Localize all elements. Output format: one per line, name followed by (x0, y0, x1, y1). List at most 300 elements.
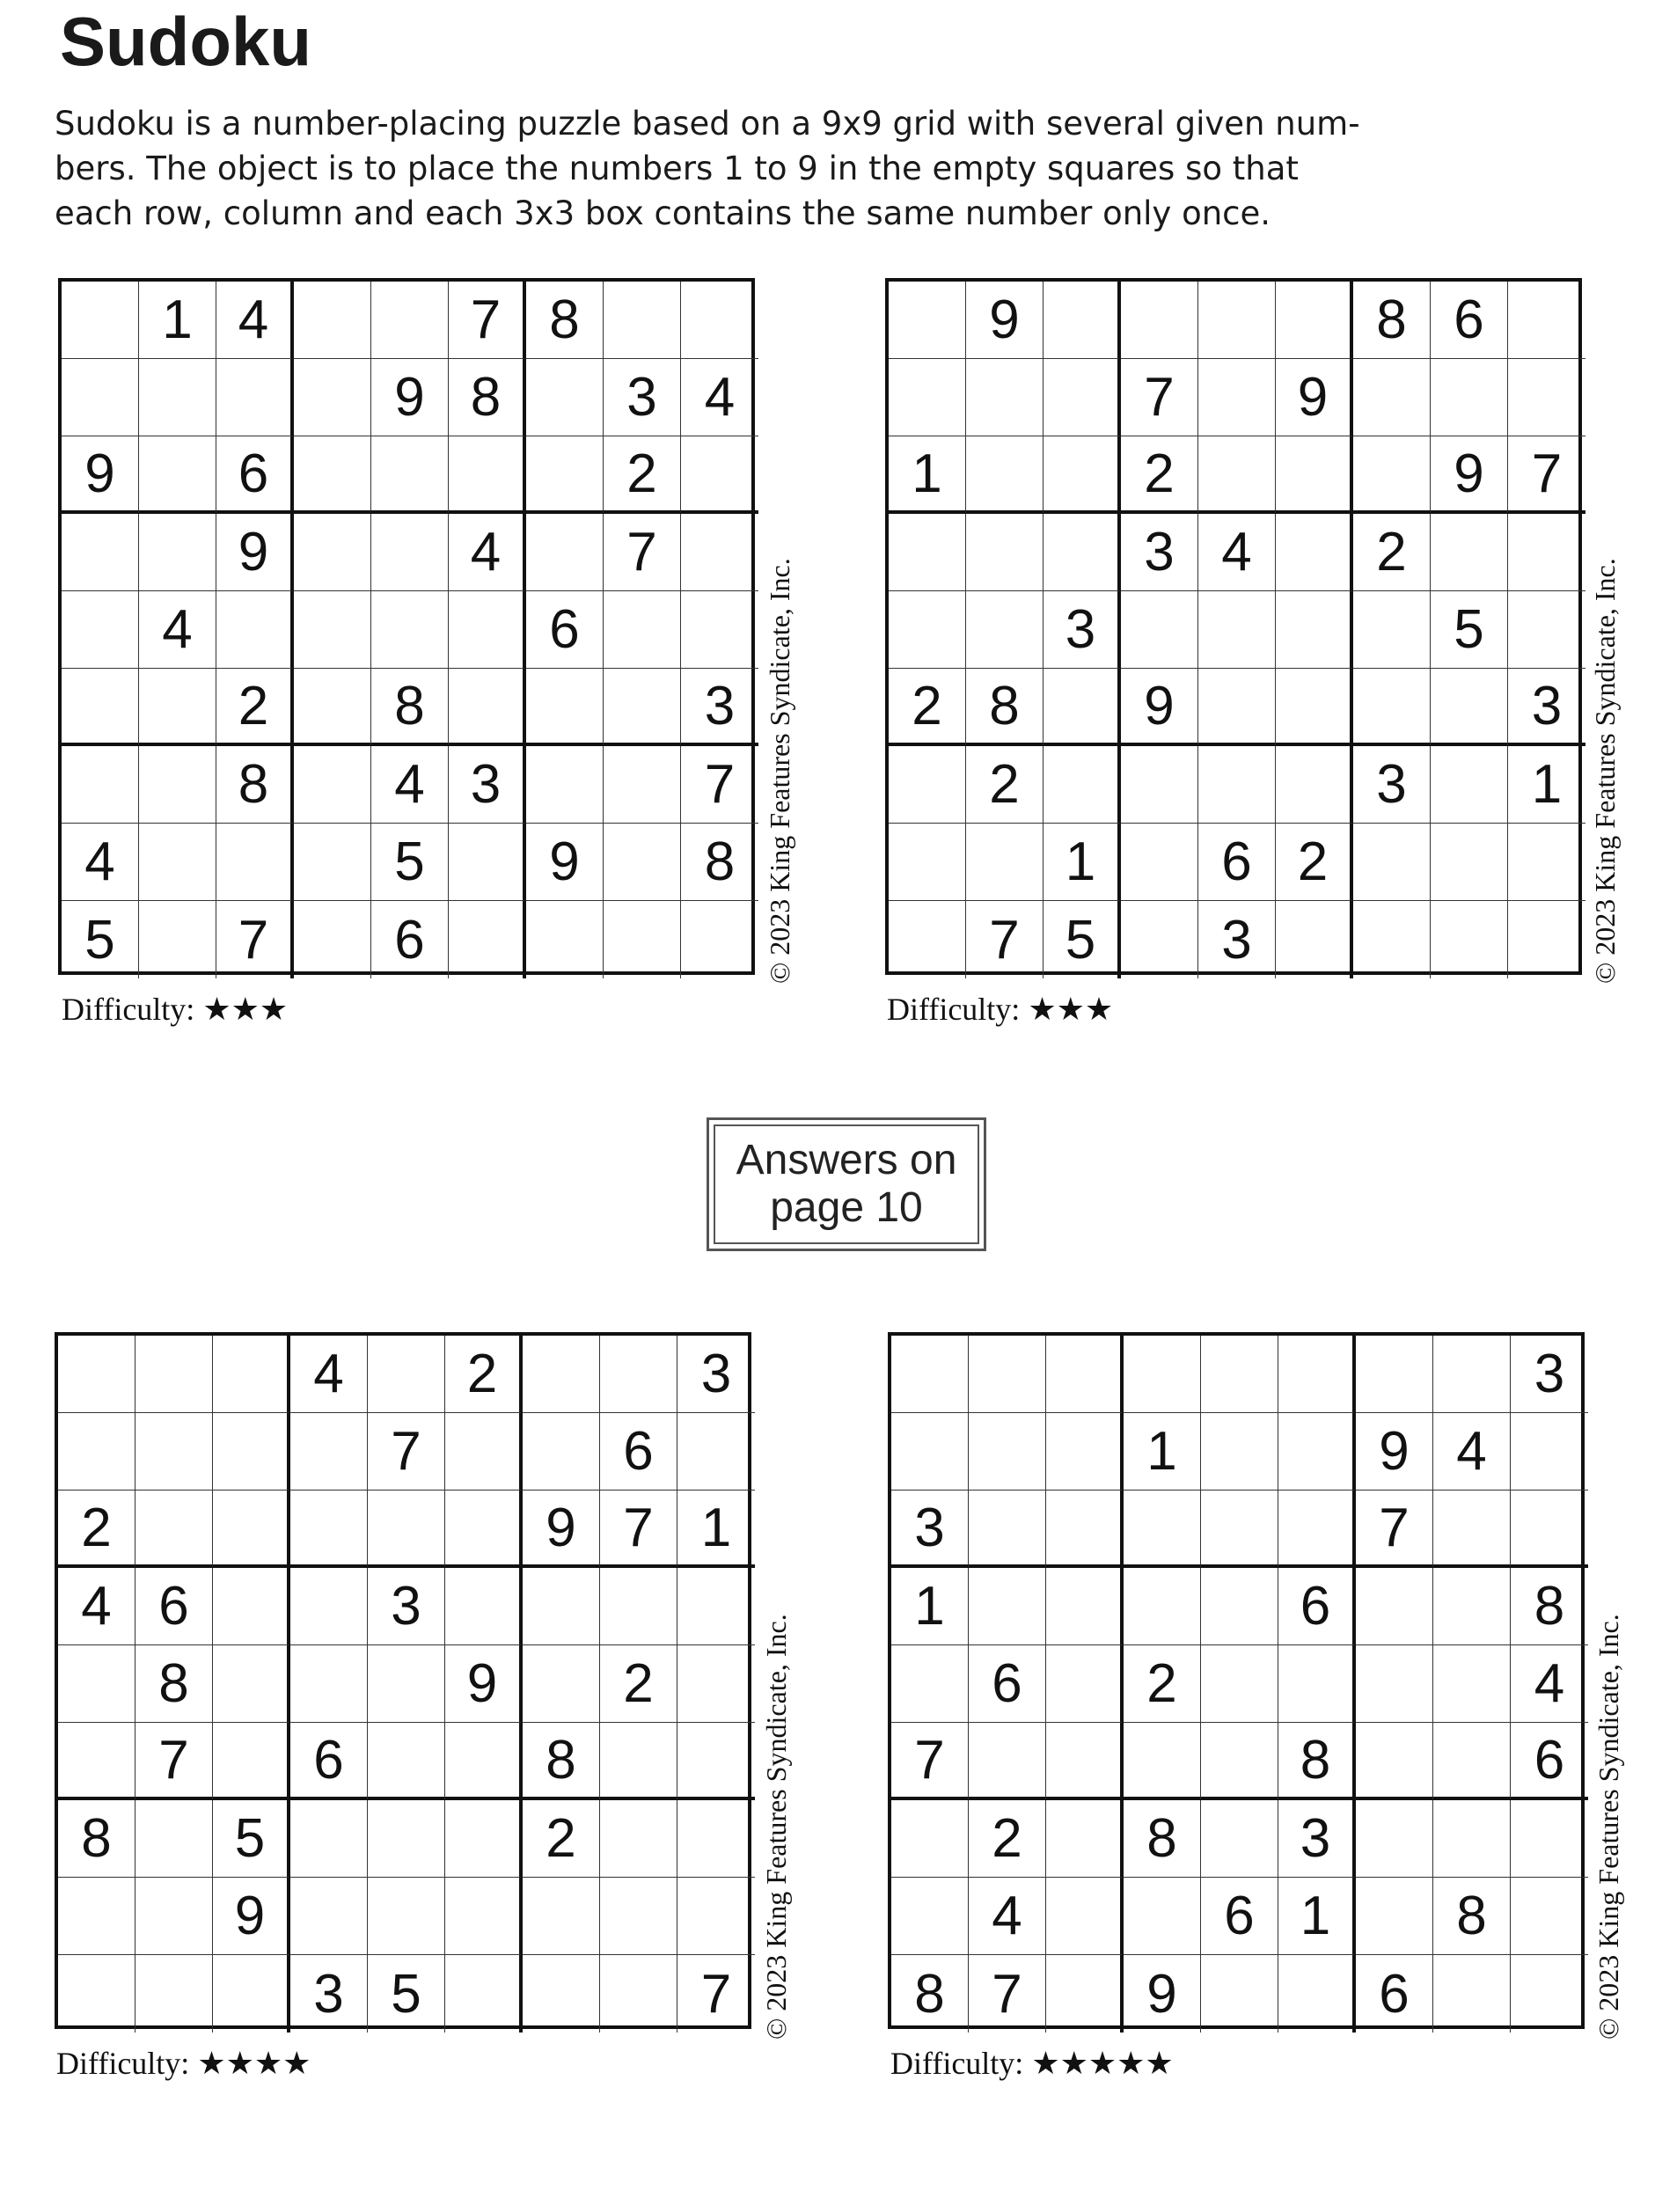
sudoku-grid (888, 1332, 1585, 2029)
sudoku-cell (135, 1336, 213, 1413)
sudoku-cell (1124, 1723, 1201, 1800)
sudoku-cell (1044, 282, 1121, 359)
sudoku-cell (1201, 1491, 1278, 1568)
sudoku-puzzle-3 (55, 1332, 751, 2029)
sudoku-cell (1121, 282, 1198, 359)
sudoku-cell: 1 (891, 1568, 969, 1645)
sudoku-cell (1353, 436, 1431, 514)
sudoku-cell (1508, 824, 1585, 901)
sudoku-cell: 1 (1044, 824, 1121, 901)
sudoku-cell (1431, 514, 1508, 591)
sudoku-cell: 4 (290, 1336, 368, 1413)
sudoku-cell (62, 591, 139, 669)
sudoku-cell: 7 (1356, 1491, 1433, 1568)
sudoku-cell (445, 1800, 523, 1878)
sudoku-cell (1044, 746, 1121, 824)
sudoku-cell (1278, 1336, 1356, 1413)
difficulty-rating: Difficulty: ★★★ (62, 992, 289, 1027)
sudoku-cell: 8 (371, 669, 449, 746)
sudoku-cell (1431, 359, 1508, 436)
sudoku-cell (681, 591, 758, 669)
sudoku-cell: 6 (526, 591, 604, 669)
sudoku-cell (1433, 1800, 1511, 1878)
sudoku-cell: 7 (1508, 436, 1585, 514)
sudoku-cell: 1 (889, 436, 966, 514)
sudoku-cell: 7 (966, 901, 1044, 978)
sudoku-cell (600, 1800, 677, 1878)
sudoku-cell (677, 1645, 755, 1723)
sudoku-cell (1124, 1336, 1201, 1413)
sudoku-cell: 3 (891, 1491, 969, 1568)
sudoku-cell: 6 (1431, 282, 1508, 359)
intro-line: Sudoku is a number-placing puzzle based on a 9x9 grid with several given num- (55, 105, 1360, 143)
sudoku-cell: 9 (216, 514, 294, 591)
sudoku-cell: 7 (1121, 359, 1198, 436)
sudoku-cell (891, 1645, 969, 1723)
sudoku-cell (600, 1955, 677, 2033)
sudoku-cell (213, 1491, 290, 1568)
sudoku-cell (368, 1878, 445, 1955)
sudoku-cell (449, 901, 526, 978)
sudoku-cell (1044, 514, 1121, 591)
sudoku-cell (1278, 1645, 1356, 1723)
sudoku-cell (445, 1568, 523, 1645)
sudoku-cell (1046, 1491, 1124, 1568)
sudoku-cell: 3 (1121, 514, 1198, 591)
sudoku-cell (1121, 824, 1198, 901)
sudoku-cell: 3 (681, 669, 758, 746)
sudoku-cell: 8 (1278, 1723, 1356, 1800)
sudoku-cell (526, 514, 604, 591)
sudoku-cell: 2 (216, 669, 294, 746)
sudoku-cell (1046, 1878, 1124, 1955)
sudoku-cell: 1 (1278, 1878, 1356, 1955)
sudoku-cell: 8 (1353, 282, 1431, 359)
sudoku-cell (1433, 1723, 1511, 1800)
page-title: Sudoku (60, 3, 311, 80)
sudoku-cell: 8 (58, 1800, 135, 1878)
sudoku-cell: 5 (1431, 591, 1508, 669)
sudoku-cell: 6 (371, 901, 449, 978)
sudoku-cell: 3 (368, 1568, 445, 1645)
sudoku-cell (1198, 282, 1276, 359)
sudoku-cell (1046, 1413, 1124, 1491)
sudoku-cell (1046, 1336, 1124, 1413)
sudoku-cell (523, 1645, 600, 1723)
intro-text (55, 101, 1360, 236)
sudoku-cell (1124, 1491, 1201, 1568)
sudoku-cell: 3 (1508, 669, 1585, 746)
sudoku-cell (1353, 359, 1431, 436)
sudoku-cell: 5 (62, 901, 139, 978)
sudoku-cell (889, 901, 966, 978)
sudoku-cell: 2 (889, 669, 966, 746)
sudoku-cell (294, 282, 371, 359)
sudoku-cell (1433, 1645, 1511, 1723)
sudoku-cell (1276, 514, 1353, 591)
sudoku-cell (58, 1955, 135, 2033)
sudoku-cell (62, 359, 139, 436)
sudoku-cell (294, 514, 371, 591)
sudoku-cell: 6 (1198, 824, 1276, 901)
sudoku-cell (58, 1878, 135, 1955)
sudoku-cell: 7 (891, 1723, 969, 1800)
sudoku-cell: 3 (1353, 746, 1431, 824)
sudoku-cell (1508, 359, 1585, 436)
sudoku-cell (1511, 1955, 1588, 2033)
sudoku-cell (62, 746, 139, 824)
sudoku-cell (1201, 1800, 1278, 1878)
sudoku-cell: 8 (1124, 1800, 1201, 1878)
sudoku-cell (1044, 436, 1121, 514)
sudoku-cell (681, 514, 758, 591)
sudoku-cell: 3 (1511, 1336, 1588, 1413)
sudoku-cell: 9 (445, 1645, 523, 1723)
sudoku-cell (1046, 1800, 1124, 1878)
copyright-notice: © 2023 King Features Syndicate, Inc. (1593, 1614, 1624, 2040)
sudoku-cell (1278, 1955, 1356, 2033)
sudoku-cell (1198, 669, 1276, 746)
sudoku-cell: 4 (449, 514, 526, 591)
sudoku-cell: 2 (58, 1491, 135, 1568)
sudoku-cell (216, 591, 294, 669)
sudoku-cell (294, 359, 371, 436)
sudoku-cell: 6 (1201, 1878, 1278, 1955)
sudoku-cell (1431, 746, 1508, 824)
sudoku-cell (449, 591, 526, 669)
sudoku-cell (1046, 1568, 1124, 1645)
sudoku-cell (1201, 1336, 1278, 1413)
sudoku-cell: 1 (1124, 1413, 1201, 1491)
sudoku-cell: 9 (1121, 669, 1198, 746)
sudoku-cell (368, 1491, 445, 1568)
sudoku-cell (294, 746, 371, 824)
sudoku-cell (523, 1878, 600, 1955)
sudoku-cell (889, 824, 966, 901)
sudoku-cell: 2 (523, 1800, 600, 1878)
sudoku-cell (135, 1413, 213, 1491)
sudoku-cell (213, 1568, 290, 1645)
sudoku-cell (1356, 1723, 1433, 1800)
sudoku-cell (135, 1491, 213, 1568)
sudoku-cell: 2 (1124, 1645, 1201, 1723)
sudoku-cell (368, 1645, 445, 1723)
sudoku-cell (371, 282, 449, 359)
sudoku-cell (216, 359, 294, 436)
sudoku-cell: 4 (58, 1568, 135, 1645)
sudoku-cell (1121, 591, 1198, 669)
sudoku-cell (290, 1491, 368, 1568)
sudoku-cell: 8 (1511, 1568, 1588, 1645)
sudoku-cell: 6 (290, 1723, 368, 1800)
sudoku-cell (600, 1336, 677, 1413)
answers-note-line: Answers on (736, 1137, 957, 1183)
sudoku-cell: 5 (371, 824, 449, 901)
sudoku-cell: 5 (368, 1955, 445, 2033)
sudoku-cell (139, 514, 216, 591)
sudoku-cell (969, 1336, 1046, 1413)
sudoku-cell (1431, 901, 1508, 978)
sudoku-cell (604, 282, 681, 359)
sudoku-cell: 6 (1511, 1723, 1588, 1800)
sudoku-cell (294, 824, 371, 901)
sudoku-cell (1201, 1955, 1278, 2033)
sudoku-cell (294, 901, 371, 978)
sudoku-cell (600, 1878, 677, 1955)
sudoku-cell (523, 1413, 600, 1491)
sudoku-cell (62, 669, 139, 746)
sudoku-cell (368, 1723, 445, 1800)
sudoku-cell: 3 (1278, 1800, 1356, 1878)
sudoku-cell (523, 1955, 600, 2033)
sudoku-cell (1353, 669, 1431, 746)
sudoku-cell (891, 1878, 969, 1955)
sudoku-cell: 4 (969, 1878, 1046, 1955)
sudoku-cell (969, 1413, 1046, 1491)
sudoku-cell (368, 1800, 445, 1878)
sudoku-cell: 4 (681, 359, 758, 436)
sudoku-cell: 8 (1433, 1878, 1511, 1955)
sudoku-cell (1511, 1413, 1588, 1491)
sudoku-cell: 3 (290, 1955, 368, 2033)
sudoku-cell: 9 (966, 282, 1044, 359)
sudoku-cell (1046, 1723, 1124, 1800)
sudoku-cell: 2 (1353, 514, 1431, 591)
sudoku-cell (526, 359, 604, 436)
sudoku-cell (966, 514, 1044, 591)
sudoku-cell (1201, 1568, 1278, 1645)
sudoku-cell (445, 1878, 523, 1955)
sudoku-cell (1433, 1336, 1511, 1413)
sudoku-cell: 7 (368, 1413, 445, 1491)
sudoku-cell (445, 1723, 523, 1800)
sudoku-cell: 7 (700, 1963, 732, 2025)
sudoku-cell (1044, 359, 1121, 436)
sudoku-cell (1433, 1491, 1511, 1568)
sudoku-cell (1201, 1645, 1278, 1723)
sudoku-cell: 7 (604, 514, 681, 591)
difficulty-rating: Difficulty: ★★★★ (56, 2046, 311, 2081)
sudoku-cell: 5 (213, 1800, 290, 1878)
sudoku-cell (1431, 669, 1508, 746)
sudoku-cell (1508, 514, 1585, 591)
sudoku-cell (290, 1878, 368, 1955)
sudoku-cell (889, 514, 966, 591)
sudoku-cell (1508, 901, 1585, 978)
sudoku-cell (213, 1955, 290, 2033)
sudoku-cell: 2 (600, 1645, 677, 1723)
sudoku-cell: 9 (1431, 436, 1508, 514)
sudoku-cell: 2 (604, 436, 681, 514)
sudoku-cell (294, 591, 371, 669)
sudoku-cell: 1 (139, 282, 216, 359)
sudoku-cell (139, 359, 216, 436)
sudoku-grid (55, 1332, 751, 2029)
sudoku-cell (1276, 669, 1353, 746)
sudoku-cell (604, 746, 681, 824)
sudoku-cell (139, 824, 216, 901)
sudoku-cell (1511, 1491, 1588, 1568)
sudoku-cell (1046, 1955, 1124, 2033)
sudoku-cell (889, 591, 966, 669)
sudoku-cell: 9 (1356, 1413, 1433, 1491)
sudoku-cell: 8 (891, 1955, 969, 2033)
sudoku-cell: 7 (449, 282, 526, 359)
sudoku-cell (371, 591, 449, 669)
sudoku-cell (966, 824, 1044, 901)
sudoku-cell: 8 (523, 1723, 600, 1800)
difficulty-rating: Difficulty: ★★★ (887, 992, 1114, 1027)
sudoku-cell (368, 1336, 445, 1413)
sudoku-cell: 6 (1278, 1568, 1356, 1645)
sudoku-cell (1278, 1413, 1356, 1491)
sudoku-cell (213, 1413, 290, 1491)
sudoku-cell: 9 (1276, 359, 1353, 436)
sudoku-cell: 1 (677, 1491, 755, 1568)
sudoku-cell: 9 (371, 359, 449, 436)
sudoku-cell (139, 746, 216, 824)
sudoku-cell: 6 (969, 1645, 1046, 1723)
sudoku-cell (1276, 746, 1353, 824)
copyright-notice: © 2023 King Features Syndicate, Inc. (1589, 558, 1621, 984)
sudoku-cell (677, 1878, 755, 1955)
sudoku-cell (1508, 591, 1585, 669)
sudoku-cell (1353, 901, 1431, 978)
sudoku-cell: 7 (135, 1723, 213, 1800)
sudoku-cell (1124, 1568, 1201, 1645)
sudoku-cell: 2 (445, 1336, 523, 1413)
sudoku-grid (58, 278, 755, 975)
sudoku-cell (1431, 824, 1508, 901)
sudoku-cell: 5 (1044, 901, 1121, 978)
sudoku-cell: 8 (526, 282, 604, 359)
sudoku-cell: 8 (966, 669, 1044, 746)
copyright-notice: © 2023 King Features Syndicate, Inc. (760, 1614, 792, 2040)
sudoku-cell (600, 1568, 677, 1645)
sudoku-cell (135, 1800, 213, 1878)
sudoku-cell (1276, 901, 1353, 978)
sudoku-cell (891, 1413, 969, 1491)
sudoku-cell (600, 1723, 677, 1800)
sudoku-cell: 2 (1121, 436, 1198, 514)
sudoku-cell (526, 746, 604, 824)
sudoku-cell (1198, 746, 1276, 824)
sudoku-cell (290, 1800, 368, 1878)
sudoku-cell (1356, 1878, 1433, 1955)
sudoku-cell (449, 824, 526, 901)
sudoku-cell (889, 746, 966, 824)
sudoku-cell (1511, 1878, 1588, 1955)
sudoku-cell: 9 (526, 824, 604, 901)
sudoku-cell (969, 1568, 1046, 1645)
sudoku-puzzle-4 (888, 1332, 1585, 2029)
sudoku-cell (213, 1336, 290, 1413)
sudoku-cell (526, 669, 604, 746)
sudoku-cell (1198, 359, 1276, 436)
sudoku-cell: 9 (62, 436, 139, 514)
sudoku-cell (523, 1336, 600, 1413)
sudoku-cell: 2 (969, 1800, 1046, 1878)
sudoku-cell (891, 1800, 969, 1878)
sudoku-cell (604, 901, 681, 978)
sudoku-cell (966, 591, 1044, 669)
sudoku-cell: 3 (449, 746, 526, 824)
answers-note-line: page 10 (770, 1184, 923, 1231)
sudoku-cell (290, 1568, 368, 1645)
sudoku-cell: 6 (216, 436, 294, 514)
sudoku-cell (290, 1413, 368, 1491)
sudoku-cell (449, 669, 526, 746)
sudoku-cell (1353, 824, 1431, 901)
sudoku-cell (969, 1491, 1046, 1568)
sudoku-cell (58, 1723, 135, 1800)
sudoku-cell (677, 1413, 755, 1491)
sudoku-cell: 4 (216, 282, 294, 359)
sudoku-cell (681, 901, 758, 978)
sudoku-cell (1508, 282, 1585, 359)
sudoku-cell (526, 436, 604, 514)
sudoku-cell (889, 359, 966, 436)
sudoku-cell (1046, 1645, 1124, 1723)
sudoku-cell (677, 1800, 755, 1878)
sudoku-cell (604, 669, 681, 746)
sudoku-cell: 8 (449, 359, 526, 436)
sudoku-cell (1198, 591, 1276, 669)
sudoku-cell: 4 (1433, 1413, 1511, 1491)
sudoku-cell (62, 282, 139, 359)
sudoku-cell (1356, 1800, 1433, 1878)
sudoku-cell: 8 (681, 824, 758, 901)
sudoku-cell (1511, 1800, 1588, 1878)
sudoku-cell (1433, 1955, 1511, 2033)
sudoku-cell (213, 1723, 290, 1800)
sudoku-cell: 2 (966, 746, 1044, 824)
sudoku-cell (58, 1413, 135, 1491)
sudoku-cell: 4 (1198, 514, 1276, 591)
sudoku-cell (891, 1336, 969, 1413)
sudoku-puzzle-2 (885, 278, 1582, 975)
sudoku-cell (1121, 901, 1198, 978)
sudoku-cell (445, 1491, 523, 1568)
sudoku-cell: 7 (600, 1491, 677, 1568)
sudoku-cell (58, 1645, 135, 1723)
sudoku-cell (1356, 1336, 1433, 1413)
sudoku-cell (966, 436, 1044, 514)
sudoku-cell: 4 (1511, 1645, 1588, 1723)
sudoku-cell (604, 824, 681, 901)
sudoku-cell (889, 282, 966, 359)
sudoku-cell (1276, 436, 1353, 514)
sudoku-cell (526, 901, 604, 978)
answers-note-box (707, 1117, 986, 1251)
sudoku-cell (294, 669, 371, 746)
sudoku-cell: 4 (62, 824, 139, 901)
sudoku-cell (1198, 436, 1276, 514)
sudoku-cell (58, 1336, 135, 1413)
sudoku-cell: 6 (1356, 1955, 1433, 2033)
sudoku-cell: 4 (371, 746, 449, 824)
sudoku-cell (290, 1645, 368, 1723)
sudoku-cell: 8 (135, 1645, 213, 1723)
sudoku-cell (681, 436, 758, 514)
sudoku-cell (294, 436, 371, 514)
sudoku-cell (139, 901, 216, 978)
sudoku-cell (216, 824, 294, 901)
sudoku-cell (371, 514, 449, 591)
sudoku-cell: 9 (523, 1491, 600, 1568)
sudoku-cell (139, 669, 216, 746)
sudoku-cell (1124, 1878, 1201, 1955)
